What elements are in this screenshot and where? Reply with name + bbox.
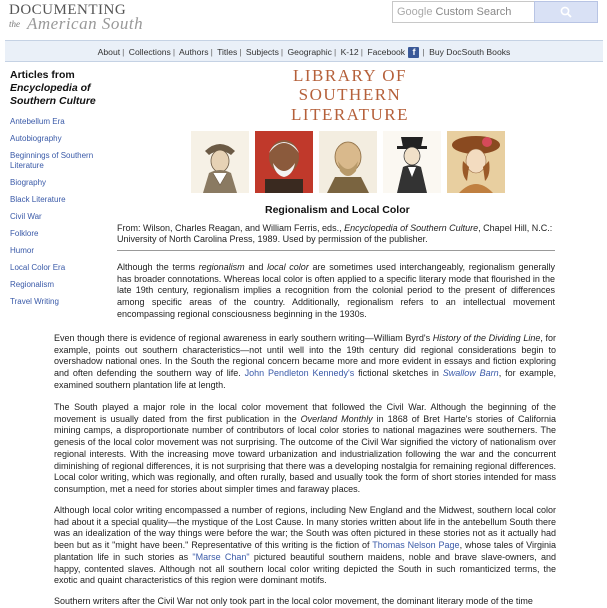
banner-line-2: SOUTHERN LITERATURE xyxy=(291,85,409,124)
nav-titles[interactable]: Titles xyxy=(217,47,238,57)
portrait-image xyxy=(191,131,249,193)
logo-line-1: DOCUMENTING xyxy=(9,2,127,18)
sidebar-item-regionalism[interactable]: Regionalism xyxy=(10,280,55,289)
sidebar-item-civil-war[interactable]: Civil War xyxy=(10,212,42,221)
nav-k12[interactable]: K-12 xyxy=(340,47,359,57)
article-citation: From: Wilson, Charles Reagan, and William Ferris, eds., Encyclopedia of Southern Culture, Chapel Hill, N.C.: University of North Carolina Press, 1989. Used by permission of the publisher. xyxy=(117,223,553,244)
sidebar-item-antebellum-era[interactable]: Antebellum Era xyxy=(10,117,65,126)
search-box[interactable] xyxy=(392,1,598,23)
article-paragraph: Southern writers after the Civil War not only took part in the local color movement, the dominant literary mode of the time xyxy=(54,596,533,606)
top-nav: About | Collections | Authors | Titles | Subjects | Geographic | K-12 | Facebook f | Buy DocSouth Books xyxy=(5,40,603,62)
portrait-image xyxy=(447,131,505,193)
library-banner-title[interactable] xyxy=(245,66,455,125)
sidebar-item-folklore[interactable]: Folklore xyxy=(10,229,39,238)
link-kennedy[interactable]: John Pendleton Kennedy's xyxy=(244,368,355,379)
logo-line-2: the xyxy=(9,19,20,29)
article-intro: Although the terms regionalism and local color are sometimes used interchangeably, regionalism generally has broader connotations. Whereas local color is often applied to a specific literary mode that flourished in the late 19th century, regionalism implies a recognition from the colonial period to the present of differences among specific areas of the country. Additionally, regionalism refers to an intellectual movement encompassing regional consciousness beginning in the 1930s. xyxy=(117,262,555,319)
sidebar-item-autobiography[interactable]: Autobiography xyxy=(10,134,62,143)
search-google-label: Google xyxy=(397,6,433,18)
sidebar-item-beginnings[interactable]: Beginnings of Southern Literature xyxy=(10,151,94,170)
site-logo[interactable] xyxy=(9,2,189,36)
search-button[interactable] xyxy=(534,1,598,23)
article-paragraph: Although local color writing encompassed a number of regions, including New England and the Midwest, southern local color had about it a special quality—the mystique of the Lost Cause. In many stories written about life in the antebellum South there was an idealization of the way things were before the war; the South was often pictured in these stories not as it actually had been but as it "might have been." Representative of this writing is the fiction of Thomas Nelson Page, whose tales of Virginia plantation life in such stories as "Marse Chan" pictured beautiful southern maidens, noble and brave slave-owners, and happy, contented slaves. Although not all southern local color writing depicted the South in such romanticized terms, the exotic and quaint characteristics of this region were dominant motifs. xyxy=(54,505,557,586)
article-title: Regionalism and Local Color xyxy=(265,204,410,216)
nav-collections[interactable]: Collections xyxy=(128,47,171,57)
sidebar-item-biography[interactable]: Biography xyxy=(10,178,47,187)
article-paragraph: Even though there is evidence of regional awareness in early southern writing—William Byrd's History of the Dividing Line, for example, points out southern characteristics—not until well into the 19th century did regional considerations begin to overshadow national ones. In the South the regional concern became more and more evident in essays and fiction exploring and often defending the southern way of life. John Pendleton Kennedy's fictional sketches in Swallow Barn, for example, examined southern plantation life at length. xyxy=(54,333,556,390)
nav-authors[interactable]: Authors xyxy=(178,47,209,57)
portrait-image xyxy=(319,131,377,193)
portrait-image xyxy=(383,131,441,193)
sidebar-item-humor[interactable]: Humor xyxy=(10,246,35,255)
facebook-icon[interactable]: f xyxy=(408,47,419,58)
nav-facebook[interactable]: Facebook xyxy=(367,47,406,57)
portrait-image xyxy=(255,131,313,193)
search-placeholder: Custom Search xyxy=(435,6,512,18)
logo-line-3: American South xyxy=(27,14,144,33)
sidebar-item-travel-writing[interactable]: Travel Writing xyxy=(10,297,59,306)
search-input[interactable] xyxy=(397,6,511,18)
link-thomas-nelson-page[interactable]: Thomas Nelson Page xyxy=(372,540,460,551)
article-paragraph: The South played a major role in the local color movement that followed the Civil War. Although the beginning of the movement is usually dated from the first publication in the Overland Monthly in 1868 of Bret Harte's stories of California mining camps, a disproportionate number of contributors of local color stories to national magazines were southerners. The genesis of the local color movement was not surprising. The outcome of the Civil War signified the victory of nationalism over regional interests. With the increasing move toward urbanization and industrialization following the war and the concurrent diminishing of regional differences, it is not surprising that there was a developing nostalgia for remaining regional differences. Local color writing, which was regionally, and often rurally, based and usually took the form of short stories intended for mass consumption, met a need for stories about simpler times and faraway places. xyxy=(54,402,556,494)
sidebar xyxy=(10,69,110,314)
nav-buy-books[interactable]: Buy DocSouth Books xyxy=(429,47,511,57)
nav-geographic[interactable]: Geographic xyxy=(287,47,332,57)
sidebar-item-local-color-era[interactable]: Local Color Era xyxy=(10,263,66,272)
sidebar-item-black-literature[interactable]: Black Literature xyxy=(10,195,66,204)
link-swallow-barn[interactable]: Swallow Barn xyxy=(442,368,499,379)
search-icon xyxy=(560,6,572,18)
author-portraits xyxy=(191,131,545,195)
banner-line-1: LIBRARY OF xyxy=(292,66,408,85)
nav-about[interactable]: About xyxy=(97,47,121,57)
sidebar-heading-book: Encyclopedia of Southern Culture xyxy=(10,82,96,107)
sidebar-heading: Articles from Encyclopedia of Southern Culture xyxy=(10,69,96,107)
link-marse-chan[interactable]: "Marse Chan" xyxy=(192,551,250,562)
divider xyxy=(117,250,555,251)
nav-subjects[interactable]: Subjects xyxy=(245,47,279,57)
